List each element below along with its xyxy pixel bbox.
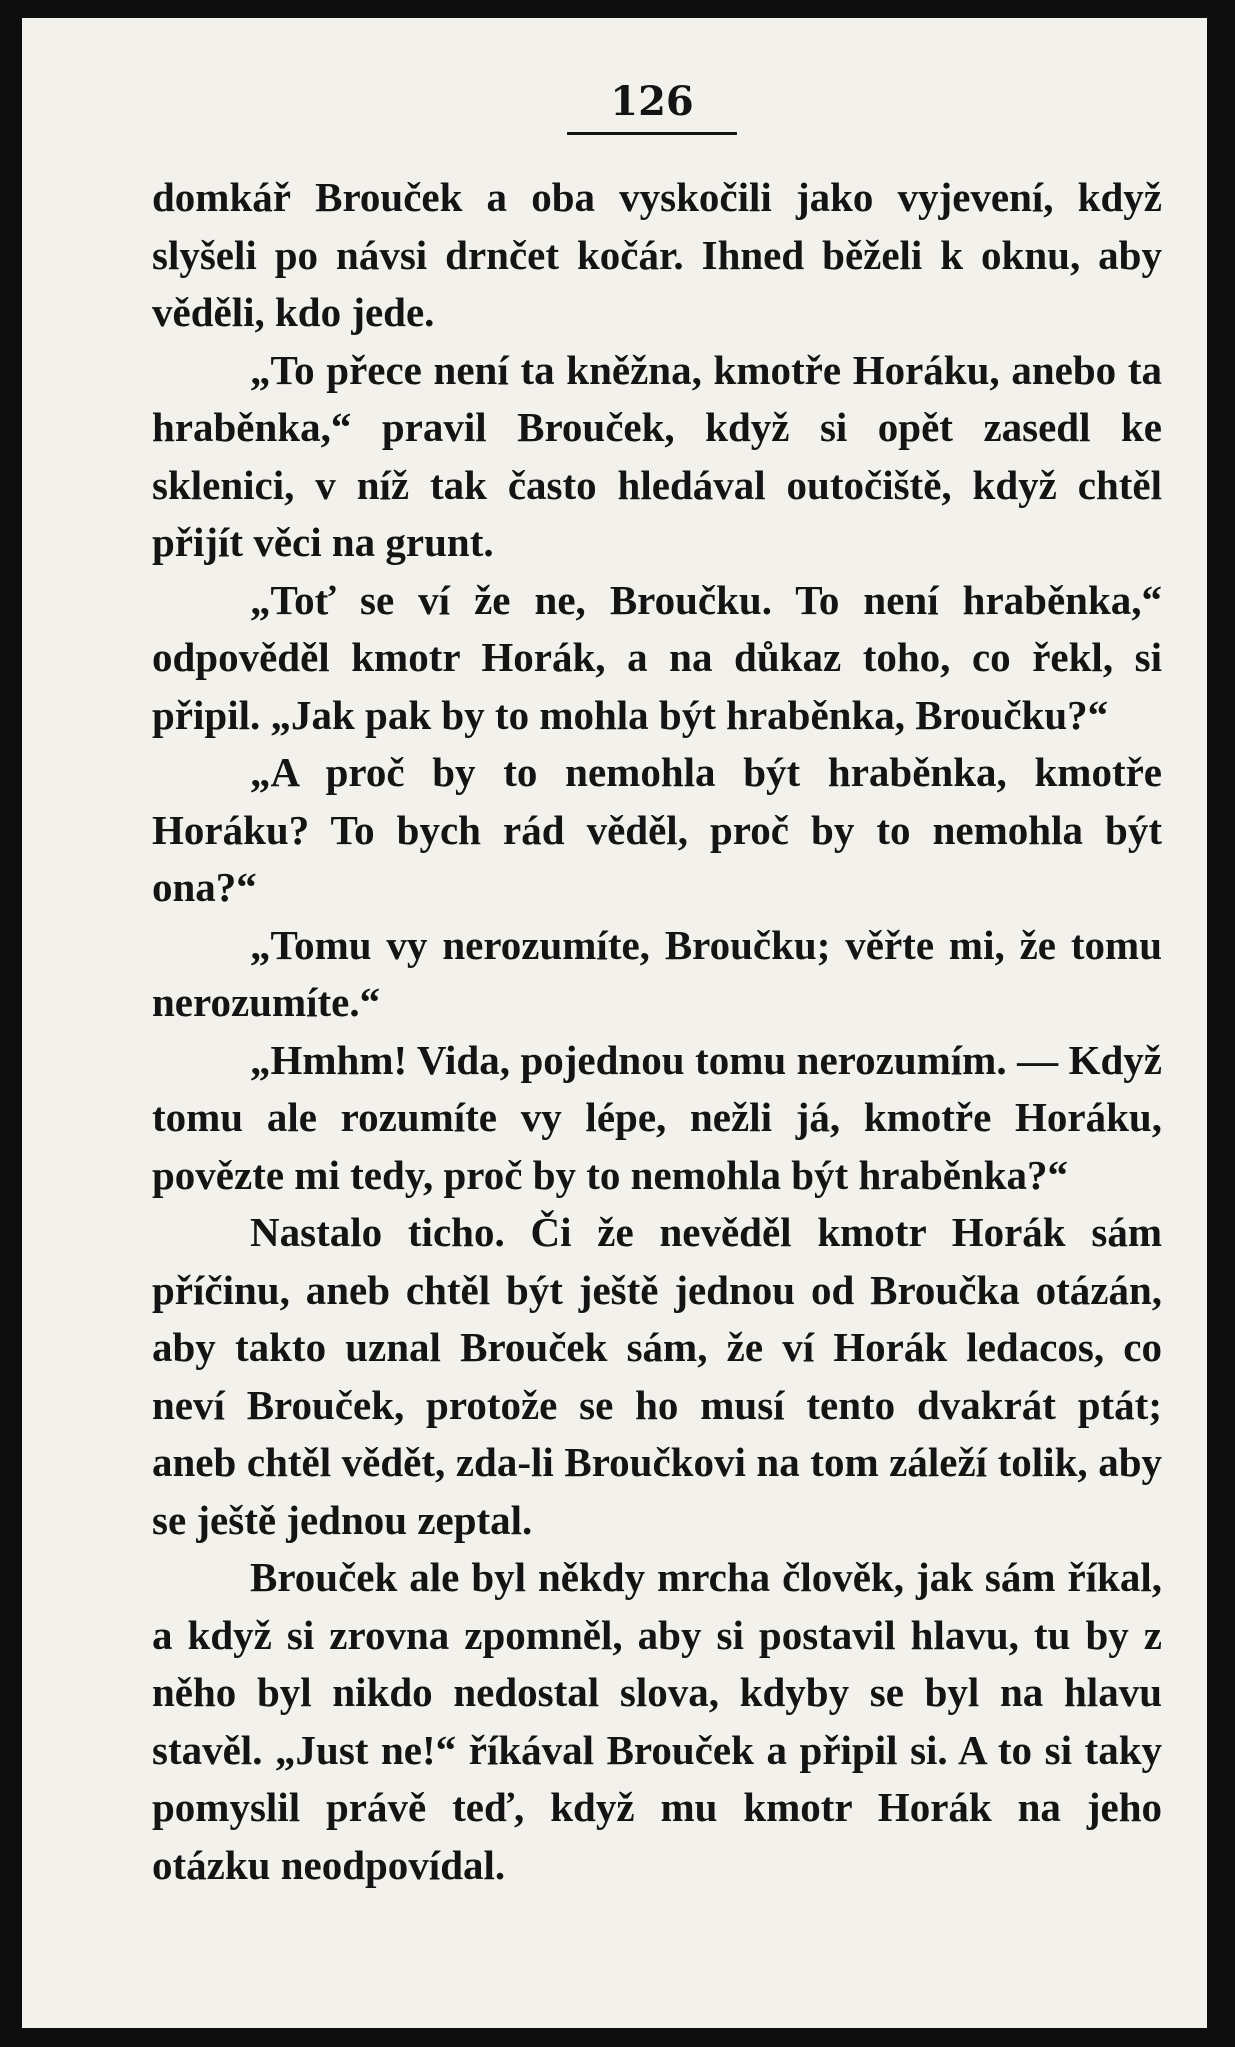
page-content xyxy=(152,76,1162,1894)
paragraph: Brouček ale byl někdy mrcha člověk, jak sám říkal, a když si zrovna zpomněl, aby si postavil hlavu, tu by z něho byl nikdo nedostal slova, kdyby se byl na hlavu stavěl. „Just ne!“ říkával Brouček a připil si. A to si taky pomyslil právě teď, když mu kmotr Horák na jeho otázku neodpovídal. xyxy=(152,1554,1162,1888)
page-number: 126 xyxy=(567,76,737,135)
paragraph: „Tomu vy nerozumíte, Broučku; věřte mi, že tomu nerozumíte.“ xyxy=(152,921,1162,1025)
paragraph: „Hmhm! Vida, pojednou tomu nerozumím. — Když tomu ale rozumíte vy lépe, nežli já, kmotře Horáku, povězte mi tedy, proč by to nemohla být hraběnka?“ xyxy=(152,1036,1162,1198)
book-page xyxy=(22,18,1207,2028)
paragraph: „A proč by to nemohla být hraběnka, kmotře Horáku? To bych rád věděl, proč by to nemohla být ona?“ xyxy=(152,749,1162,910)
body-text xyxy=(152,169,1162,1894)
paragraph: „Toť se ví že ne, Broučku. To není hraběnka,“ odpověděl kmotr Horák, a na důkaz toho, co řekl, si připil. „Jak pak by to mohla být hraběnka, Broučku?“ xyxy=(152,576,1162,738)
paragraph: domkář Brouček a oba vyskočili jako vyjevení, když slyšeli po návsi drnčet kočár. Ihned běželi k oknu, aby věděli, kdo jede. xyxy=(152,174,1162,335)
paragraph: „To přece není ta kněžna, kmotře Horáku, anebo ta hraběnka,“ pravil Brouček, když si opět zasedl ke sklenici, v níž tak často hledával outočiště, když chtěl přijít věci na grunt. xyxy=(152,346,1162,565)
paragraph: Nastalo ticho. Či že nevěděl kmotr Horák sám příčinu, aneb chtěl být ještě jednou od Broučka otázán, aby takto uznal Brouček sám, že ví Horák ledacos, co neví Brouček, protože se ho musí tento dvakrát ptát; aneb chtěl vědět, zda-li Broučkovi na tom záleží tolik, aby se ještě jednou zeptal. xyxy=(152,1209,1162,1543)
